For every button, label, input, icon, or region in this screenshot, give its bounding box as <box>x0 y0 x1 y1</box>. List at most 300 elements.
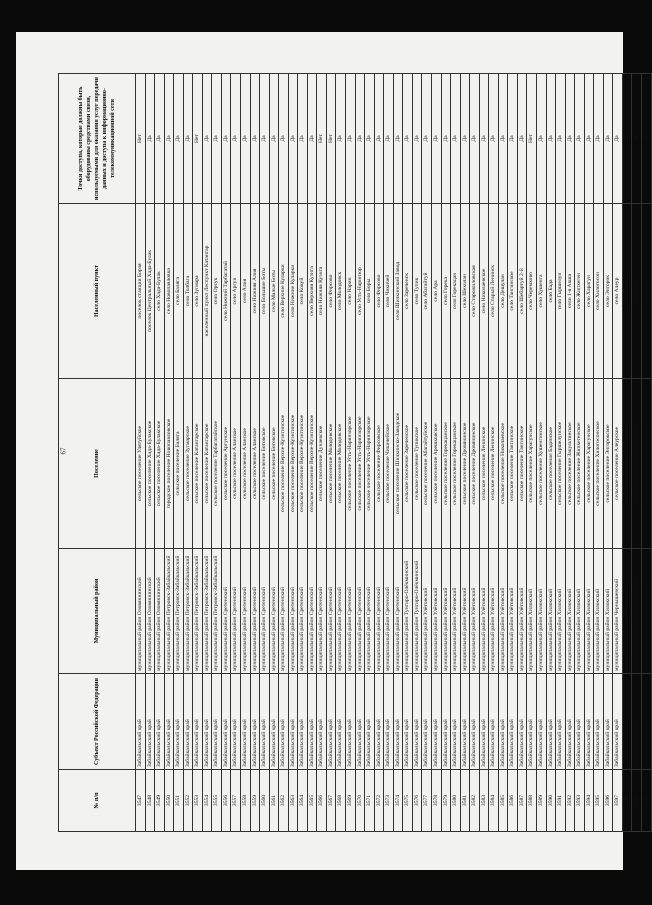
row-number: 3547 <box>136 770 146 832</box>
row-subject: Забайкальский край <box>479 674 489 770</box>
row-district: муниципальный район Сретенский <box>384 549 394 674</box>
row-number: 3554 <box>202 770 212 832</box>
row-access: Да <box>536 74 546 204</box>
row-number: 3550 <box>164 770 174 832</box>
row-subject: Забайкальский край <box>584 674 594 770</box>
row-number: 3589 <box>536 770 546 832</box>
row-locality: село Зареченск <box>403 204 413 379</box>
row-access: Да <box>565 74 575 204</box>
row-locality: село Алеур <box>613 204 623 379</box>
row-subject: Забайкальский край <box>603 674 613 770</box>
row-access: Нет <box>193 74 203 204</box>
table-row <box>422 74 432 832</box>
row-district: муниципальный район Чернышевский <box>632 549 642 674</box>
row-access: Да <box>517 74 527 204</box>
table-row <box>307 74 317 832</box>
row-access: Да <box>584 74 594 204</box>
row-settlement: сельское поселение Хилогосонское <box>594 379 604 549</box>
row-settlement: сельское поселение Байгульское <box>632 379 642 549</box>
row-settlement: сельское поселение Усть-Наринзорское <box>346 379 356 549</box>
row-access: Да <box>470 74 480 204</box>
row-access: Да <box>603 74 613 204</box>
row-settlement: сельское поселение Ботовское <box>269 379 279 549</box>
table-row <box>546 74 556 832</box>
row-subject: Забайкальский край <box>508 674 518 770</box>
row-settlement: сельское поселение Верхне-Куэнгинское <box>288 379 298 549</box>
row-access: Нет <box>527 74 537 204</box>
row-settlement: сельское поселение Верхне-Куэнгинское <box>279 379 289 549</box>
row-number: 3569 <box>346 770 356 832</box>
row-subject: Забайкальский край <box>556 674 566 770</box>
row-district: муниципальный район Хилокский <box>556 549 566 674</box>
table-row <box>441 74 451 832</box>
row-number: 3584 <box>489 770 499 832</box>
row-locality: село Аргун <box>231 204 241 379</box>
row-locality: село Алия <box>241 204 251 379</box>
table-row <box>164 74 174 832</box>
table-row <box>517 74 527 832</box>
row-settlement: городское поселение Новопавловское <box>164 379 174 549</box>
table-row <box>336 74 346 832</box>
row-subject: Забайкальский край <box>174 674 184 770</box>
row-district: муниципальный район Хилокский <box>527 549 537 674</box>
row-subject: Забайкальский край <box>307 674 317 770</box>
row-subject: Забайкальский край <box>346 674 356 770</box>
row-locality: село Кокуй <box>298 204 308 379</box>
row-number: 3560 <box>260 770 270 832</box>
row-locality: село Старожиловская <box>470 204 480 379</box>
row-subject: Забайкальский край <box>279 674 289 770</box>
row-subject: Забайкальский край <box>202 674 212 770</box>
row-settlement: сельское поселение Дунаевское <box>317 379 327 549</box>
row-settlement: сельское поселение Харагунское <box>527 379 537 549</box>
row-number: 3559 <box>250 770 260 832</box>
row-subject: Забайкальский край <box>546 674 556 770</box>
table-row <box>183 74 193 832</box>
row-number: 3580 <box>451 770 461 832</box>
table-row <box>384 74 394 832</box>
table-row <box>622 74 632 832</box>
row-district: муниципальный район Петровск-Забайкальский <box>212 549 222 674</box>
table-row <box>508 74 518 832</box>
row-subject: Забайкальский край <box>164 674 174 770</box>
row-number: 3574 <box>393 770 403 832</box>
table-row <box>479 74 489 832</box>
row-number: 3572 <box>374 770 384 832</box>
table-row <box>326 74 336 832</box>
row-access: Да <box>183 74 193 204</box>
row-district: муниципальный район Сретенский <box>279 549 289 674</box>
row-settlement: сельское поселение Дровянинское <box>470 379 480 549</box>
row-subject: Забайкальский край <box>145 674 155 770</box>
row-number: 3561 <box>269 770 279 832</box>
row-number: 3581 <box>460 770 470 832</box>
table-row <box>613 74 623 832</box>
row-subject: Забайкальский край <box>298 674 308 770</box>
row-locality: село Бушулей <box>641 204 651 379</box>
row-subject: Забайкальский край <box>269 674 279 770</box>
row-district: муниципальный район Сретенский <box>307 549 317 674</box>
row-number: 3552 <box>183 770 193 832</box>
table-row <box>202 74 212 832</box>
row-access: Да <box>641 74 651 204</box>
row-locality: село Усть-Наринзор <box>355 204 365 379</box>
row-district: муниципальный район Улётовский <box>460 549 470 674</box>
row-locality: село Зугмара <box>193 204 203 379</box>
row-district: муниципальный район Сретенский <box>269 549 279 674</box>
row-access: Да <box>613 74 623 204</box>
row-number: 3595 <box>594 770 604 832</box>
row-district: муниципальный район Улётовский <box>517 549 527 674</box>
row-number: 3585 <box>498 770 508 832</box>
row-locality: село Орсук <box>212 204 222 379</box>
row-locality: село Абагайтуй <box>422 204 432 379</box>
row-access: Да <box>241 74 251 204</box>
row-locality: село Чикичей <box>384 204 394 379</box>
row-district: муниципальный район Хилокский <box>536 549 546 674</box>
row-district: муниципальный район Сретенский <box>336 549 346 674</box>
table-row <box>498 74 508 832</box>
row-subject: Забайкальский край <box>422 674 432 770</box>
row-number: 3573 <box>384 770 394 832</box>
row-number: 3592 <box>565 770 575 832</box>
row-settlement: сельское поселение Ленинское <box>489 379 499 549</box>
row-access: Да <box>202 74 212 204</box>
table-row <box>584 74 594 832</box>
row-locality: село Тангинское <box>508 204 518 379</box>
row-settlement: сельское поселение Аланское <box>231 379 241 549</box>
table-row <box>136 74 146 832</box>
table-row <box>241 74 251 832</box>
row-locality: село Тупик <box>412 204 422 379</box>
row-number: 3579 <box>441 770 451 832</box>
table-row <box>193 74 203 832</box>
row-district: муниципальный район Сретенский <box>250 549 260 674</box>
row-locality: село Баляга <box>174 204 184 379</box>
table-row <box>355 74 365 832</box>
row-access: Да <box>431 74 441 204</box>
row-locality: село Гыршелун <box>556 204 566 379</box>
row-locality: село Боры <box>365 204 375 379</box>
row-settlement: сельское поселение Фирсовское <box>374 379 384 549</box>
row-number: 3566 <box>317 770 327 832</box>
row-number: 3578 <box>431 770 441 832</box>
row-district: муниципальный район Хилокский <box>546 549 556 674</box>
header-locality: Населенный пункт <box>59 204 136 379</box>
row-subject: Забайкальский край <box>527 674 537 770</box>
row-number: 3598 <box>622 770 632 832</box>
row-locality: поселок Центральный Хада-Булак <box>145 204 155 379</box>
row-settlement: сельское поселение Ботовское <box>260 379 270 549</box>
table-row <box>155 74 165 832</box>
row-district: муниципальный район Сретенский <box>231 549 241 674</box>
row-number: 3557 <box>231 770 241 832</box>
row-number: 3570 <box>355 770 365 832</box>
row-settlement: сельское поселение Арешковское <box>431 379 441 549</box>
header-num: № п/п <box>59 770 136 832</box>
row-district: муниципальный район Улётовский <box>508 549 518 674</box>
row-district: муниципальный район Сретенский <box>374 549 384 674</box>
row-subject: Забайкальский край <box>384 674 394 770</box>
row-access: Да <box>221 74 231 204</box>
row-subject: Забайкальский край <box>489 674 499 770</box>
row-settlement: сельское поселение Катангарское <box>202 379 212 549</box>
row-locality: поселок станции Борзя <box>136 204 146 379</box>
row-subject: Забайкальский край <box>260 674 270 770</box>
table-row <box>174 74 184 832</box>
row-number: 3590 <box>546 770 556 832</box>
row-district: муниципальный район Улётовский <box>441 549 451 674</box>
row-locality: населенный пункт Леспункт Катангар <box>202 204 212 379</box>
row-settlement: сельское поселение Николаевское <box>498 379 508 549</box>
row-access: Да <box>441 74 451 204</box>
row-locality: село Нарин <box>346 204 356 379</box>
row-settlement: сельское поселение Абагайтуйское <box>422 379 432 549</box>
row-number: 3591 <box>556 770 566 832</box>
row-district: муниципальный район Улётовский <box>451 549 461 674</box>
row-subject: Забайкальский край <box>460 674 470 770</box>
row-district: муниципальный район Тунгиро-Олёкминский <box>412 549 422 674</box>
row-subject: Забайкальский край <box>641 674 651 770</box>
row-district: муниципальный район Хилокский <box>575 549 585 674</box>
row-settlement: сельское поселение Гыршелунское <box>556 379 566 549</box>
row-settlement: сельское поселение Тарбагатайское <box>212 379 222 549</box>
table-row <box>603 74 613 832</box>
row-settlement: сельское поселение Катангарское <box>193 379 203 549</box>
row-access: Да <box>250 74 260 204</box>
row-locality: село 1-я Акша <box>565 204 575 379</box>
row-settlement: сельское поселение Закультинское <box>565 379 575 549</box>
row-locality: село Горекацан <box>451 204 461 379</box>
table-row <box>460 74 470 832</box>
row-access: Да <box>336 74 346 204</box>
table-row <box>641 74 651 832</box>
table-row <box>374 74 384 832</box>
row-number: 3577 <box>422 770 432 832</box>
row-settlement: сельское поселение Аланское <box>241 379 251 549</box>
row-district: муниципальный район Улётовский <box>498 549 508 674</box>
row-district: муниципальный район Оловяннинский <box>145 549 155 674</box>
row-district: муниципальный район Хилокский <box>603 549 613 674</box>
row-number: 3565 <box>307 770 317 832</box>
row-settlement: сельское поселение Молодовское <box>336 379 346 549</box>
row-subject: Забайкальский край <box>136 674 146 770</box>
row-access: Да <box>575 74 585 204</box>
header-subject: Субъект Российской Федерации <box>59 674 136 770</box>
row-locality: село Жипхеген <box>575 204 585 379</box>
row-subject: Забайкальский край <box>498 674 508 770</box>
table-row <box>365 74 375 832</box>
table-row <box>470 74 480 832</box>
row-settlement: сельское поселение Алеурское <box>613 379 623 549</box>
row-locality: село Верхняя Куэнга <box>307 204 317 379</box>
row-locality: село Нижняя Куэнга <box>317 204 327 379</box>
row-access: Да <box>489 74 499 204</box>
row-locality: село Старый Ленинск <box>489 204 499 379</box>
row-settlement: сельское поселение Усть-Наринзорское <box>355 379 365 549</box>
row-subject: Забайкальский край <box>403 674 413 770</box>
row-number: 3586 <box>508 770 518 832</box>
row-settlement: сельское поселение Бадинское <box>546 379 556 549</box>
row-subject: Забайкальский край <box>632 674 642 770</box>
row-access: Да <box>451 74 461 204</box>
row-locality: село Шехолан <box>460 204 470 379</box>
row-access: Да <box>594 74 604 204</box>
row-number: 3582 <box>470 770 480 832</box>
row-subject: Забайкальский край <box>231 674 241 770</box>
row-settlement: сельское поселение Зугмарское <box>183 379 193 549</box>
row-district: муниципальный район Сретенский <box>221 549 231 674</box>
row-access: Да <box>212 74 222 204</box>
table-row <box>565 74 575 832</box>
table-row <box>269 74 279 832</box>
row-subject: Забайкальский край <box>355 674 365 770</box>
table-row <box>317 74 327 832</box>
row-access: Да <box>164 74 174 204</box>
row-subject: Забайкальский край <box>336 674 346 770</box>
row-district: муниципальный район Сретенский <box>393 549 403 674</box>
row-number: 3562 <box>279 770 289 832</box>
row-district: муниципальный район Сретенский <box>298 549 308 674</box>
row-settlement: сельское поселение Горекацанское <box>451 379 461 549</box>
row-subject: Забайкальский край <box>183 674 193 770</box>
row-number: 3600 <box>641 770 651 832</box>
row-locality: село Байгул <box>632 204 642 379</box>
table-row <box>594 74 604 832</box>
row-access: Нет <box>136 74 146 204</box>
row-locality: село Бада <box>546 204 556 379</box>
row-access: Да <box>632 74 642 204</box>
row-access: Да <box>346 74 356 204</box>
row-settlement: сельское поселение Тангинское <box>517 379 527 549</box>
row-settlement: сельское поселение Тангинское <box>508 379 518 549</box>
row-subject: Забайкальский край <box>622 674 632 770</box>
row-district: муниципальный район Улётовский <box>431 549 441 674</box>
row-access: Нет <box>317 74 327 204</box>
row-subject: Забайкальский край <box>374 674 384 770</box>
row-locality: село Фирсово <box>374 204 384 379</box>
table-row <box>221 74 231 832</box>
row-settlement: сельское поселение Аргунское <box>221 379 231 549</box>
row-settlement: сельское поселение Хада-Булакское <box>145 379 155 549</box>
row-subject: Забайкальский край <box>451 674 461 770</box>
table-row <box>536 74 546 832</box>
row-locality: село Черемхово <box>527 204 537 379</box>
row-settlement: сельское поселение Ленинское <box>479 379 489 549</box>
row-settlement: сельское поселение Шилкинско-Заводское <box>393 379 403 549</box>
header-settlement: Поселение <box>59 379 136 549</box>
row-settlement: сельское поселение Хушенгинское <box>536 379 546 549</box>
table-row <box>393 74 403 832</box>
row-subject: Забайкальский край <box>594 674 604 770</box>
row-locality: село Шебартуй 2-й <box>517 204 527 379</box>
row-locality: село Шилкинский Завод <box>393 204 403 379</box>
row-subject: Забайкальский край <box>155 674 165 770</box>
row-subject: Забайкальский край <box>212 674 222 770</box>
row-number: 3556 <box>221 770 231 832</box>
row-district: муниципальный район Хилокский <box>594 549 604 674</box>
row-district: муниципальный район Улётовский <box>479 549 489 674</box>
row-locality: село Большие Боты <box>260 204 270 379</box>
row-access: Да <box>546 74 556 204</box>
row-number: 3588 <box>527 770 537 832</box>
row-district: муниципальный район Сретенский <box>346 549 356 674</box>
table-row <box>412 74 422 832</box>
row-access: Да <box>269 74 279 204</box>
row-subject: Забайкальский край <box>326 674 336 770</box>
row-access: Да <box>365 74 375 204</box>
row-number: 3568 <box>336 770 346 832</box>
table-row <box>575 74 585 832</box>
row-number: 3571 <box>365 770 375 832</box>
row-subject: Забайкальский край <box>221 674 231 770</box>
row-locality: село Толбага <box>183 204 193 379</box>
row-access: Да <box>393 74 403 204</box>
row-district: муниципальный район Петровск-Забайкальский <box>174 549 184 674</box>
table-row <box>231 74 241 832</box>
table-row <box>260 74 270 832</box>
row-locality: село Хушенга <box>536 204 546 379</box>
row-number: 3593 <box>575 770 585 832</box>
row-subject: Забайкальский край <box>470 674 480 770</box>
header-district: Муниципальный район <box>59 549 136 674</box>
row-access: Да <box>279 74 289 204</box>
table-row <box>288 74 298 832</box>
row-district: муниципальный район Улётовский <box>470 549 480 674</box>
row-number: 3599 <box>632 770 642 832</box>
row-number: 3563 <box>288 770 298 832</box>
row-access: Да <box>374 74 384 204</box>
row-settlement: сельское поселение Жипхегенское <box>575 379 585 549</box>
row-district: муниципальный район Сретенский <box>260 549 270 674</box>
row-settlement: сельское поселение Тупикское <box>412 379 422 549</box>
row-subject: Забайкальский край <box>288 674 298 770</box>
row-access: Да <box>508 74 518 204</box>
row-district: муниципальный район Сретенский <box>365 549 375 674</box>
row-settlement: сельское поселение Аланское <box>250 379 260 549</box>
row-district: муниципальный район Хилокский <box>565 549 575 674</box>
row-access: Да <box>174 74 184 204</box>
row-district: муниципальный район Оловяннинский <box>136 549 146 674</box>
row-locality: село Молодовск <box>336 204 346 379</box>
row-subject: Забайкальский край <box>613 674 623 770</box>
row-access: Да <box>155 74 165 204</box>
row-number: 3553 <box>193 770 203 832</box>
row-access: Да <box>384 74 394 204</box>
row-access: Нет <box>326 74 336 204</box>
row-subject: Забайкальский край <box>565 674 575 770</box>
header-access-point: Точки доступа, которые должны быть оборудованы средствами связи, используемыми для оказания услуг передачи данных и доступа к информационно-телекоммуникационной сети <box>59 74 136 204</box>
row-subject: Забайкальский край <box>575 674 585 770</box>
row-settlement: сельское поселение Баляга <box>174 379 184 549</box>
table-row <box>403 74 413 832</box>
row-locality: село Хада-Булак <box>155 204 165 379</box>
row-number: 3575 <box>403 770 413 832</box>
row-district: муниципальный район Чернышевский <box>641 549 651 674</box>
row-locality: село Новопавловка <box>164 204 174 379</box>
row-locality: село Нижние Куларки <box>288 204 298 379</box>
row-number: 3587 <box>517 770 527 832</box>
row-subject: Забайкальский край <box>365 674 375 770</box>
row-settlement: сельское поселение Чикичейское <box>384 379 394 549</box>
row-district: муниципальный район Чернышевский <box>613 549 623 674</box>
row-access: Да <box>460 74 470 204</box>
row-locality: село Хилогосон <box>594 204 604 379</box>
table-row <box>145 74 155 832</box>
row-access: Да <box>355 74 365 204</box>
row-number: 3583 <box>479 770 489 832</box>
table-row <box>298 74 308 832</box>
